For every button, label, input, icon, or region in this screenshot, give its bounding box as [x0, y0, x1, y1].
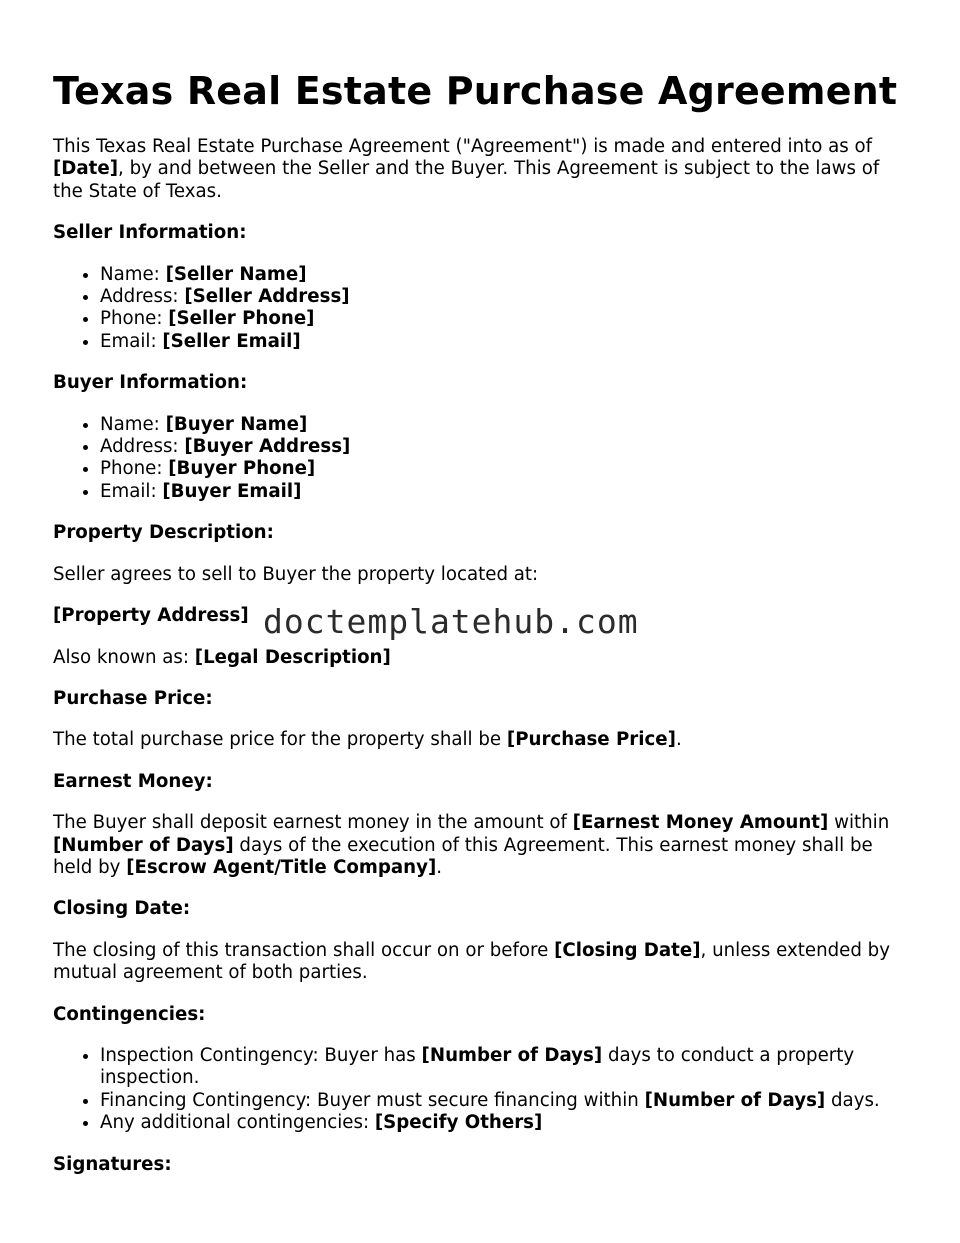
earnest-paragraph	[53, 812, 907, 879]
closing-date: [Closing Date]	[554, 939, 701, 961]
list-item	[100, 331, 907, 353]
field-label: Name:	[100, 413, 166, 435]
list-item	[100, 481, 907, 503]
list-item	[100, 1112, 907, 1134]
intro-text-end: , by and between the Seller and the Buyer. This Agreement is subject to the laws of the State of Texas.	[53, 158, 880, 202]
closing-text: The closing of this transaction shall occur on or before	[53, 939, 555, 961]
closing-text: , unless extended by mutual agreement of both parties.	[53, 939, 890, 984]
buyer-list	[53, 414, 907, 504]
contingency-text: Financing Contingency: Buyer must secure financing within	[100, 1089, 645, 1111]
property-heading: Property Description:	[53, 522, 274, 544]
field-label: Address:	[100, 286, 185, 308]
intro-text-start: This Texas Real Estate Purchase Agreement ("Agreement") is made and entered into as of	[53, 136, 873, 157]
field-value: [Seller Email]	[162, 330, 301, 352]
field-value: [Seller Phone]	[168, 308, 315, 330]
contingencies-list	[53, 1045, 907, 1135]
earnest-days: [Number of Days]	[53, 834, 234, 856]
price-text: The total purchase price for the property shall be	[53, 729, 507, 751]
earnest-text: within	[828, 812, 890, 834]
field-label: Email:	[100, 330, 163, 352]
list-item	[100, 308, 907, 330]
legal-description-line	[53, 647, 907, 669]
contingencies-heading: Contingencies:	[53, 1003, 206, 1025]
field-value: [Seller Address]	[184, 286, 350, 308]
signatures-heading: Signatures:	[53, 1153, 172, 1175]
seller-heading: Seller Information:	[53, 222, 247, 244]
list-item	[100, 1045, 907, 1090]
purchase-price: [Purchase Price]	[506, 729, 676, 751]
field-value: [Seller Name]	[165, 263, 307, 285]
list-item	[100, 286, 907, 308]
earnest-heading: Earnest Money:	[53, 770, 213, 792]
watermark: doctemplatehub.com	[263, 602, 639, 641]
field-label: Phone:	[100, 458, 169, 480]
field-label: Phone:	[100, 308, 169, 330]
seller-list	[53, 264, 907, 354]
date-placeholder: [Date]	[53, 158, 119, 180]
field-value: [Buyer Address]	[184, 436, 351, 458]
contingency-value: [Specify Others]	[374, 1112, 543, 1134]
property-text: Seller agrees to sell to Buyer the property located at:	[53, 563, 539, 585]
property-address: [Property Address]	[53, 605, 249, 627]
field-label: Email:	[100, 480, 163, 502]
contingency-value: [Number of Days]	[644, 1089, 826, 1111]
earnest-period: .	[436, 856, 443, 878]
list-item	[100, 458, 907, 480]
contingency-value: [Number of Days]	[421, 1044, 603, 1066]
field-value: [Buyer Phone]	[168, 458, 316, 480]
list-item	[100, 1090, 907, 1112]
escrow-agent: [Escrow Agent/Title Company]	[126, 856, 437, 878]
list-item	[100, 414, 907, 436]
document-title: Texas Real Estate Purchase Agreement	[53, 69, 898, 113]
contingency-text: Inspection Contingency: Buyer has	[100, 1044, 422, 1066]
list-item	[100, 436, 907, 458]
field-value: [Buyer Name]	[165, 413, 308, 435]
contingency-text: days.	[825, 1089, 880, 1111]
contingency-text: days to conduct a property inspection.	[100, 1044, 855, 1089]
field-value: [Buyer Email]	[162, 480, 302, 502]
closing-heading: Closing Date:	[53, 898, 191, 920]
contingency-text: Any additional contingencies:	[100, 1112, 375, 1134]
price-paragraph	[53, 729, 907, 751]
legal-description: [Legal Description]	[194, 646, 391, 668]
buyer-heading: Buyer Information:	[53, 372, 248, 394]
closing-paragraph	[53, 940, 907, 985]
earnest-text: days of the execution of this Agreement. This earnest money shall be held by	[53, 834, 873, 878]
list-item	[100, 264, 907, 286]
earnest-text: The Buyer shall deposit earnest money in the amount of	[53, 812, 573, 834]
field-label: Name:	[100, 263, 166, 285]
price-heading: Purchase Price:	[53, 687, 213, 709]
aka-label: Also known as:	[53, 646, 195, 668]
intro-paragraph	[53, 136, 907, 203]
field-label: Address:	[100, 436, 185, 458]
price-period: .	[675, 729, 682, 751]
earnest-amount: [Earnest Money Amount]	[572, 812, 829, 834]
